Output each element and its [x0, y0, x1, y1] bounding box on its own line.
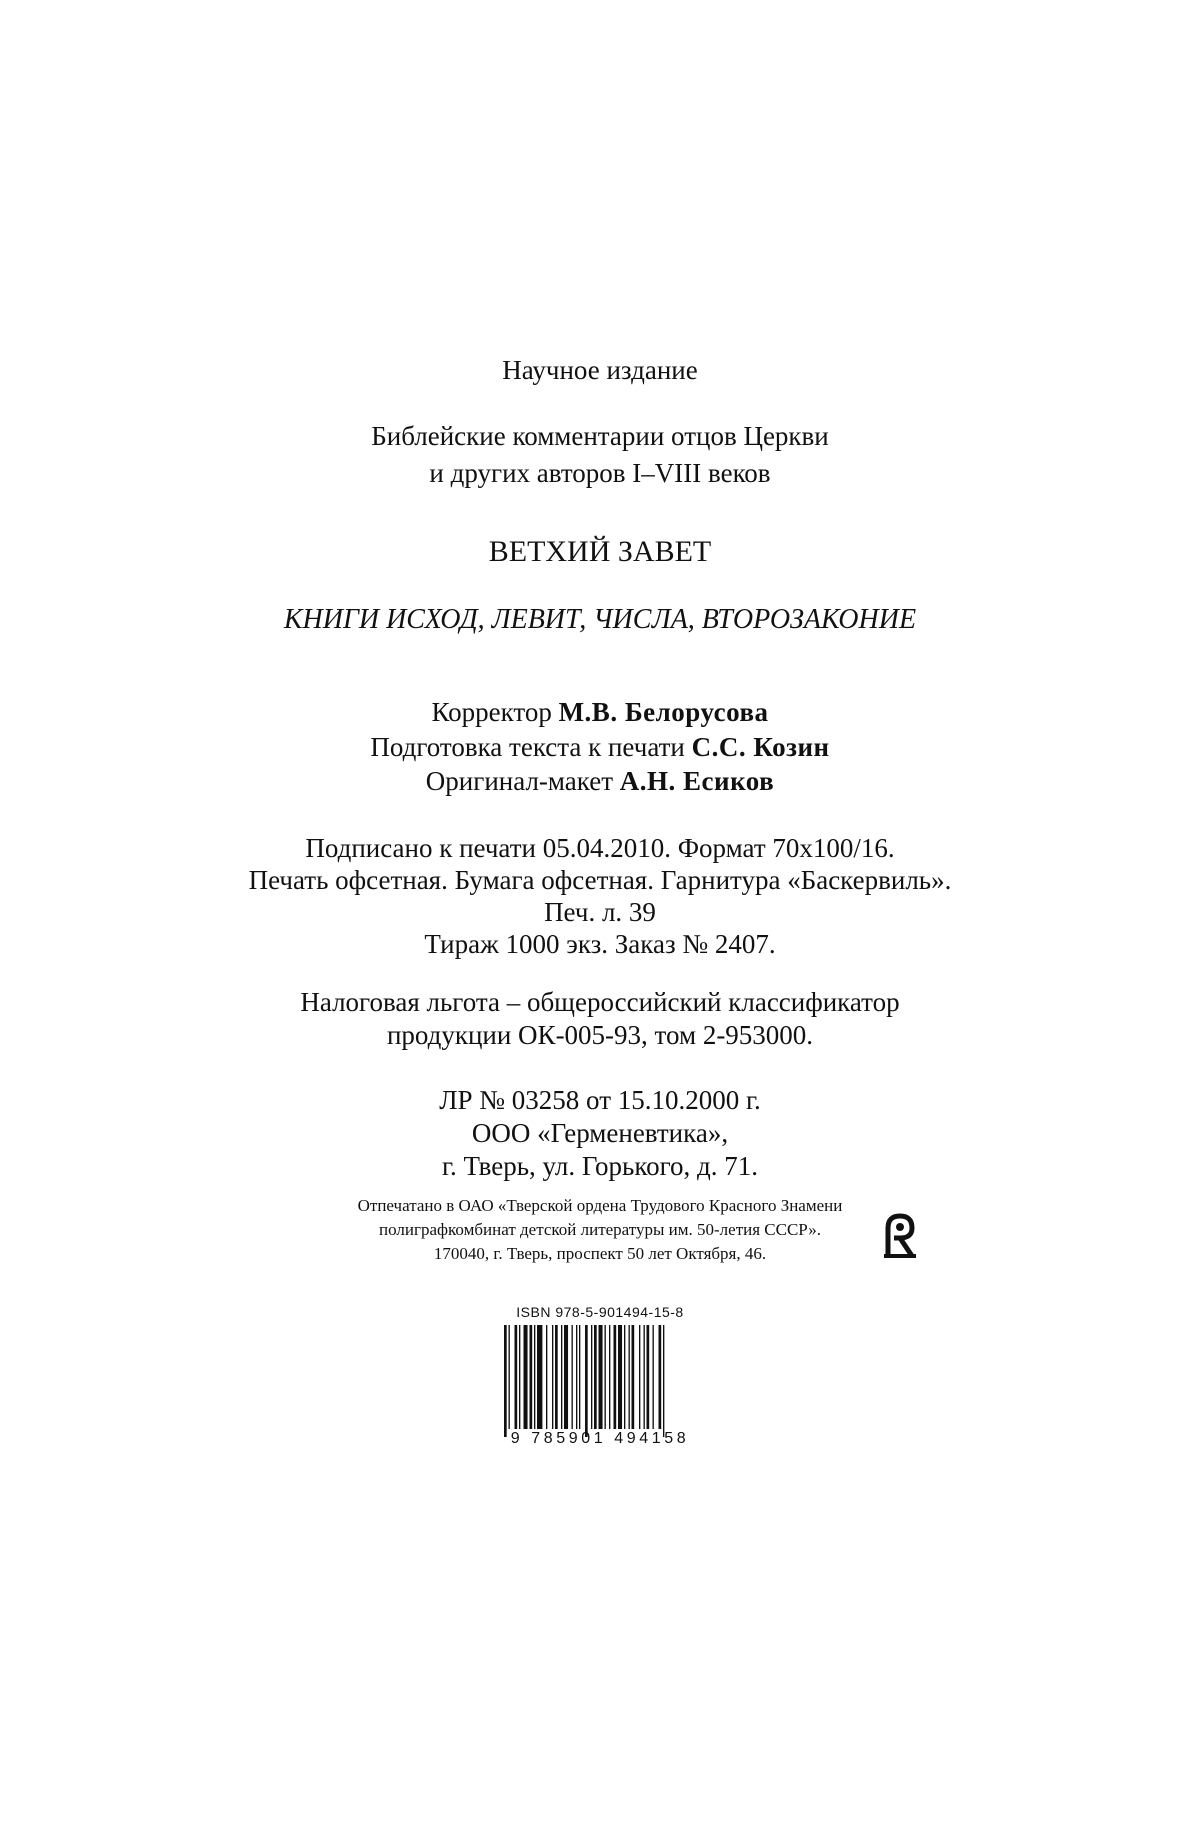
barcode-bar [519, 1325, 520, 1429]
barcode-bar [537, 1325, 542, 1429]
credit-role: Подготовка текста к печати [370, 732, 685, 762]
credit-layout [0, 765, 1200, 797]
barcode [480, 1303, 720, 1453]
barcode-bar [659, 1325, 662, 1429]
barcode-bar [663, 1325, 664, 1437]
barcode-bar [534, 1325, 535, 1429]
barcode-bar [579, 1325, 580, 1429]
publisher-line: ООО «Герменевтика», [471, 1118, 729, 1148]
barcode-bar [552, 1325, 553, 1429]
barcode-bar [530, 1325, 533, 1429]
book-title: ВЕТХИЙ ЗАВЕТ [488, 535, 712, 568]
printer-logo-icon [880, 1210, 920, 1260]
credit-name: М.В. Белорусова [558, 697, 769, 727]
barcode-bar [564, 1325, 568, 1429]
barcode-bar [524, 1325, 528, 1429]
printer-line: Отпечатано в ОАО «Тверской ордена Трудового Красного Знамени [357, 1196, 843, 1215]
credit-name: А.Н. Есиков [619, 766, 775, 796]
barcode-bar [614, 1325, 617, 1429]
barcode-bar [504, 1325, 507, 1437]
tax-line: Налоговая льгота – общероссийский классификатор [300, 987, 900, 1017]
print-detail-line: Печ. л. 39 [544, 897, 656, 927]
barcode-bar [585, 1325, 588, 1437]
barcode-bar [609, 1325, 610, 1429]
credit-role: Корректор [431, 697, 552, 727]
barcode-bar [629, 1325, 630, 1429]
barcode-bar [572, 1325, 573, 1429]
barcode-bar [509, 1325, 510, 1429]
barcode-bar [653, 1325, 654, 1429]
series-title-line-2: и других авторов I–VIII веков [429, 458, 771, 488]
barcode-bar [591, 1325, 592, 1429]
publisher-line: ЛР № 03258 от 15.10.2000 г. [439, 1085, 761, 1115]
print-detail-line: Подписано к печати 05.04.2010. Формат 70x100/16. [305, 833, 895, 863]
barcode-bar [618, 1325, 622, 1429]
barcode-bar [639, 1325, 640, 1429]
credit-role: Оригинал-макет [425, 766, 614, 796]
edition-type: Научное издание [502, 355, 698, 385]
credit-name: С.С. Козин [691, 732, 830, 762]
barcode-bar [599, 1325, 603, 1429]
barcode-bar [632, 1325, 635, 1429]
barcode-bar [515, 1325, 518, 1429]
barcode-bar [561, 1325, 562, 1429]
barcode-bar [576, 1325, 577, 1429]
credit-text-preparation [0, 731, 1200, 763]
book-subtitle: КНИГИ ИСХОД, ЛЕВИТ, ЧИСЛА, ВТОРОЗАКОНИЕ [283, 604, 917, 635]
barcode-bar [624, 1325, 625, 1429]
barcode-bar [555, 1325, 558, 1429]
printer-line: 170040, г. Тверь, проспект 50 лет Октября, 46. [433, 1244, 767, 1263]
print-detail-line: Печать офсетная. Бумага офсетная. Гарнитура «Баскервиль». [248, 865, 952, 895]
publisher-line: г. Тверь, ул. Горького, д. 71. [441, 1151, 759, 1181]
barcode-bar [644, 1325, 645, 1429]
print-detail-line: Тираж 1000 экз. Заказ № 2407. [424, 929, 776, 959]
printer-line: полиграфкомбинат детской литературы им. 50-летия СССР». [379, 1220, 821, 1239]
barcode-bar [594, 1325, 597, 1429]
barcode-bar [647, 1325, 650, 1429]
barcode-digits: 9 785901 494158 [510, 1430, 690, 1447]
barcode-bar [605, 1325, 606, 1429]
credit-proofreader [0, 696, 1200, 728]
barcode-bar [546, 1325, 547, 1429]
tax-line: продукции ОК-005-93, том 2-953000. [386, 1020, 814, 1050]
series-title-line-1: Библейские комментарии отцов Церкви [371, 421, 829, 451]
isbn-number: ISBN 978-5-901494-15-8 [516, 1304, 684, 1320]
